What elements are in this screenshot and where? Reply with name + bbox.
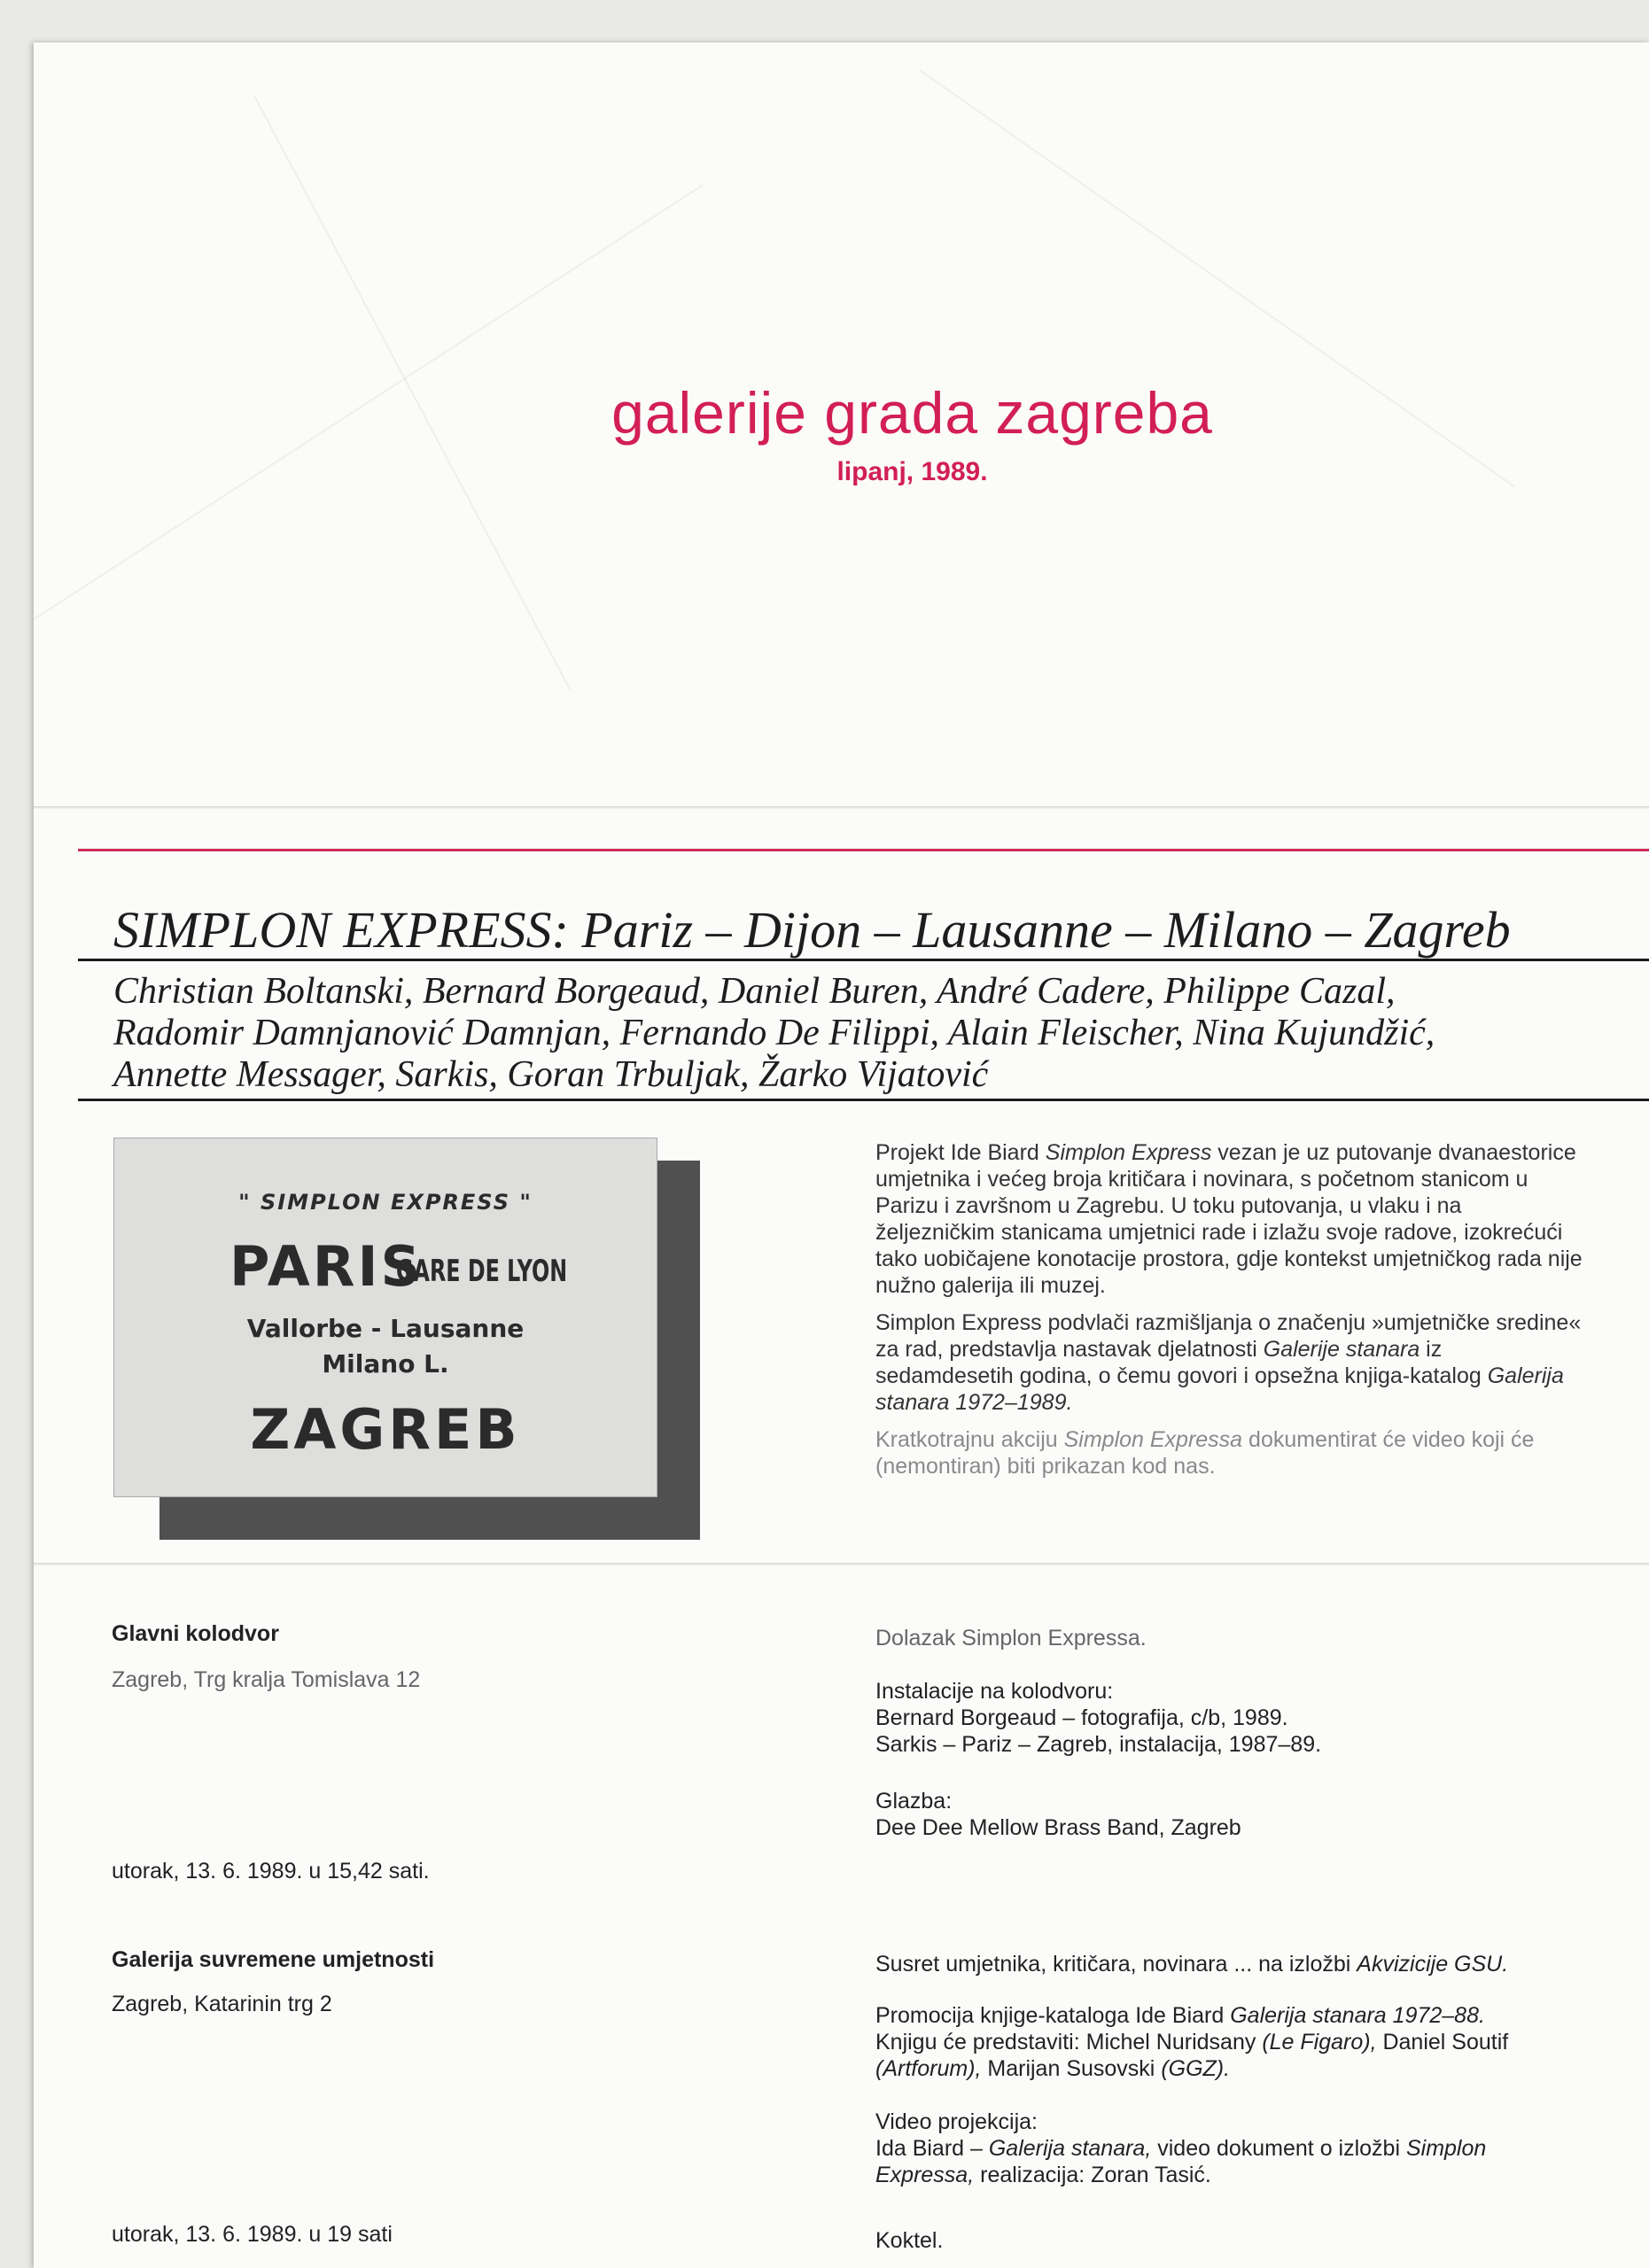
sign-route: Vallorbe - Lausanne — [246, 1314, 525, 1343]
sign-milano: Milano L. — [322, 1349, 449, 1379]
promotion-block: Promocija knjige-kataloga Ide Biard Galerija stanara 1972–88. Knjigu će predstaviti: Michel Nuridsany (Le Figaro), Daniel Soutif (Artforum), Marijan Susovski (GGZ). — [875, 2003, 1509, 2081]
flyer-page — [34, 43, 1649, 2268]
venue-time: utorak, 13. 6. 1989. u 15,42 sati. — [112, 1859, 430, 1884]
description-paragraph: Projekt Ide Biard Simplon Express vezan je uz putovanje dvanaestorice umjetnika i većeg broja kritičara i novinara, s početnom stanicom u Parizu i završnom u Zagrebu. U toku putovanja, u vlaku i na željezničkim stanicama umjetnici rade i izlažu svoje radove, izokrećući tako uobičajene konotacije prostora, gdje kontekst umjetničkog rada nije nužno galerija ili muzej. — [875, 1140, 1583, 1298]
artist-line: Radomir Damnjanović Damnjan, Fernando De Filippi, Alain Fleischer, Nina Kujundžić, — [113, 1013, 1435, 1053]
sign-photo — [113, 1138, 657, 1497]
program-arrival: Dolazak Simplon Expressa. — [875, 1626, 1147, 1651]
artist-line: Annette Messager, Sarkis, Goran Trbuljak, Žarko Vijatović — [113, 1054, 989, 1095]
cocktail-line: Koktel. — [875, 2228, 944, 2253]
venue-time: utorak, 13. 6. 1989. u 19 sati — [112, 2222, 393, 2247]
gallery-title: galerije grada zagreba — [611, 380, 1213, 446]
red-rule — [78, 849, 1649, 851]
paper-fold — [34, 806, 1649, 809]
paper-fold — [34, 1563, 1649, 1565]
header-date: lipanj, 1989. — [836, 457, 988, 486]
description-paragraph: Kratkotrajnu akciju Simplon Expressa dokumentirat će video koji će (nemontiran) biti prikazan kod nas. — [875, 1427, 1535, 1479]
event-title: SIMPLON EXPRESS: Pariz – Dijon – Lausanne – Milano – Zagreb — [113, 901, 1511, 959]
project-description — [875, 1139, 1584, 1490]
sign-quote: " SIMPLON EXPRESS " — [238, 1190, 533, 1215]
venue-name: Glavni kolodvor — [112, 1621, 279, 1646]
venue-address: Zagreb, Katarinin trg 2 — [112, 1992, 332, 2016]
artist-list — [113, 971, 1611, 1096]
venue-name: Galerija suvremene umjetnosti — [112, 1947, 435, 1972]
sign-zagreb: ZAGREB — [250, 1397, 521, 1462]
meeting-line: Susret umjetnika, kritičara, novinara ... na izložbi Akvizicije GSU. — [875, 1952, 1509, 1977]
music-block: Glazba: Dee Dee Mellow Brass Band, Zagreb — [875, 1789, 1241, 1840]
installations-block: Instalacije na kolodvoru: Bernard Borgeaud – fotografija, c/b, 1989. Sarkis – Pariz – Zagreb, instalacija, 1987–89. — [875, 1679, 1322, 1757]
black-rule — [78, 1099, 1649, 1101]
sign-paris: PARIS — [229, 1234, 424, 1299]
venue-address: Zagreb, Trg kralja Tomislava 12 — [112, 1667, 421, 1692]
video-block: Video projekcija: Ida Biard – Galerija stanara, video dokument o izložbi Simplon Expressa, realizacija: Zoran Tasić. — [875, 2109, 1487, 2187]
description-paragraph: Simplon Express podvlači razmišljanja o značenju »umjetničke sredine« za rad, predstavlja nastavak djelatnosti Galerije stanara iz sedamdesetih godina, o čemu govori i opsežna knjiga-katalog Galerija stanara 1972–1989. — [875, 1310, 1582, 1415]
gallery-header — [34, 379, 1649, 487]
sign-gare: GARE DE LYON — [396, 1254, 568, 1289]
artist-line: Christian Boltanski, Bernard Borgeaud, Daniel Buren, André Cadere, Philippe Cazal, — [113, 971, 1396, 1012]
